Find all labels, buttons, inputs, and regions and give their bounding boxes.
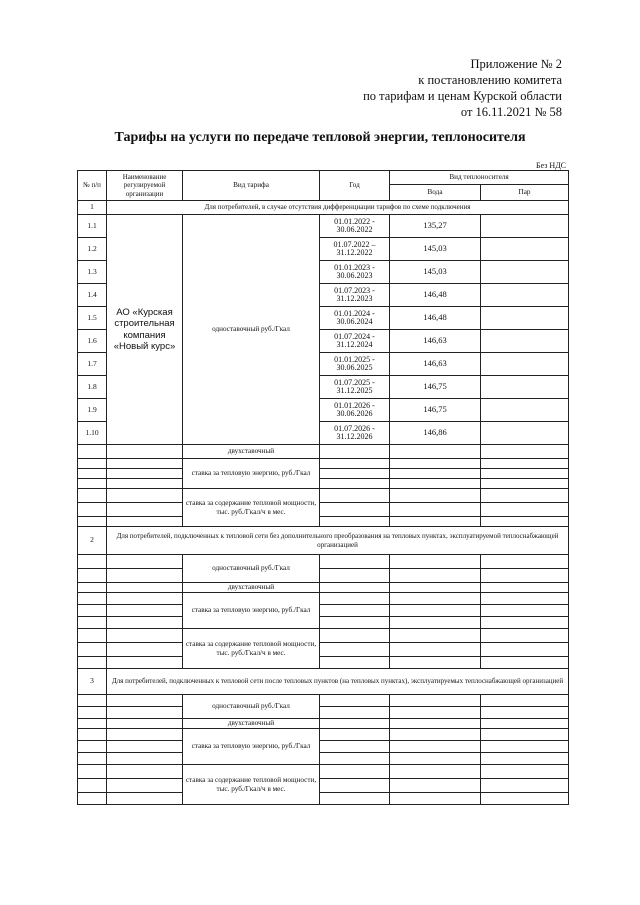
row-num: 1.2 <box>78 238 107 261</box>
period: 01.01.2022 - 30.06.2022 <box>320 215 390 238</box>
organization-name: АО «Курская строительная компания «Новый курс» <box>107 215 183 445</box>
appendix-line: к постановлению комитета <box>418 73 562 87</box>
tariff-table <box>77 170 569 805</box>
row-num: 1.9 <box>78 399 107 422</box>
steam-value <box>481 284 569 307</box>
water-value: 145,03 <box>390 238 481 261</box>
vat-note: Без НДС <box>536 161 566 170</box>
section-num: 1 <box>78 201 107 215</box>
steam-value <box>481 307 569 330</box>
header-carrier: Вид теплоносителя <box>390 171 569 185</box>
period: 01.07.2022 – 31.12.2022 <box>320 238 390 261</box>
appendix-line: по тарифам и ценам Курской области <box>363 89 562 103</box>
tariff-two-part: двухставочный <box>183 719 320 729</box>
section-title: Для потребителей, подключенных к тепловой сети после тепловых пунктов (на тепловых пунктах), эксплуатируемых теплоснабжающей организацией <box>107 669 569 695</box>
row-num: 1.4 <box>78 284 107 307</box>
row-num: 1.1 <box>78 215 107 238</box>
period: 01.01.2023 - 30.06.2023 <box>320 261 390 284</box>
tariff-one-part: одноставочный руб./Гкал <box>183 695 320 719</box>
header-steam: Пар <box>481 185 569 201</box>
header-num: № п/п <box>78 171 107 201</box>
energy-rate-label: ставка за тепловую энергию, руб./Гкал <box>183 459 320 489</box>
row-num: 1.7 <box>78 353 107 376</box>
water-value: 135,27 <box>390 215 481 238</box>
steam-value <box>481 376 569 399</box>
water-value: 146,63 <box>390 353 481 376</box>
period: 01.07.2024 - 31.12.2024 <box>320 330 390 353</box>
header-tariff-type: Вид тарифа <box>183 171 320 201</box>
energy-rate-label: ставка за тепловую энергию, руб./Гкал <box>183 729 320 765</box>
steam-value <box>481 215 569 238</box>
steam-value <box>481 330 569 353</box>
energy-rate-label: ставка за тепловую энергию, руб./Гкал <box>183 593 320 629</box>
header-water: Вода <box>390 185 481 201</box>
steam-value <box>481 261 569 284</box>
section-title: Для потребителей, в случае отсутствия дифференциации тарифов по схеме подключения <box>107 201 569 215</box>
row-num: 1.5 <box>78 307 107 330</box>
water-value: 145,03 <box>390 261 481 284</box>
water-value: 146,48 <box>390 307 481 330</box>
steam-value <box>481 353 569 376</box>
steam-value <box>481 238 569 261</box>
steam-value <box>481 399 569 422</box>
period: 01.01.2024 - 30.06.2024 <box>320 307 390 330</box>
section-title: Для потребителей, подключенных к тепловой сети без дополнительного преобразования на тепловых пунктах, эксплуатируемой теплоснабжающей организацией <box>107 527 569 555</box>
section-num: 2 <box>78 527 107 555</box>
tariff-two-part: двухставочный <box>183 583 320 593</box>
water-value: 146,86 <box>390 422 481 445</box>
period: 01.07.2025 - 31.12.2025 <box>320 376 390 399</box>
appendix-header <box>363 56 562 120</box>
period: 01.01.2026 - 30.06.2026 <box>320 399 390 422</box>
header-year: Год <box>320 171 390 201</box>
water-value: 146,63 <box>390 330 481 353</box>
appendix-line: Приложение № 2 <box>470 57 562 71</box>
tariff-one-part: одноставочный руб./Гкал <box>183 215 320 445</box>
capacity-rate-label: ставка за содержание тепловой мощности, тыс. руб./Гкал/ч в мес. <box>183 765 320 805</box>
row-num: 1.3 <box>78 261 107 284</box>
row-num: 1.8 <box>78 376 107 399</box>
row-num: 1.6 <box>78 330 107 353</box>
period: 01.07.2023 - 31.12.2023 <box>320 284 390 307</box>
period: 01.01.2025 - 30.06.2025 <box>320 353 390 376</box>
section-num: 3 <box>78 669 107 695</box>
capacity-rate-label: ставка за содержание тепловой мощности, тыс. руб./Гкал/ч в мес. <box>183 489 320 527</box>
row-num: 1.10 <box>78 422 107 445</box>
steam-value <box>481 422 569 445</box>
water-value: 146,75 <box>390 399 481 422</box>
period: 01.07.2026 - 31.12.2026 <box>320 422 390 445</box>
water-value: 146,75 <box>390 376 481 399</box>
tariff-two-part: двухставочный <box>183 445 320 459</box>
water-value: 146,48 <box>390 284 481 307</box>
page-title: Тарифы на услуги по передаче тепловой энергии, теплоносителя <box>114 130 526 145</box>
header-org: Наименование регулируемой организации <box>107 171 183 201</box>
tariff-one-part: одноставочный руб./Гкал <box>183 555 320 583</box>
appendix-line: от 16.11.2021 № 58 <box>460 105 562 119</box>
capacity-rate-label: ставка за содержание тепловой мощности, тыс. руб./Гкал/ч в мес. <box>183 629 320 669</box>
